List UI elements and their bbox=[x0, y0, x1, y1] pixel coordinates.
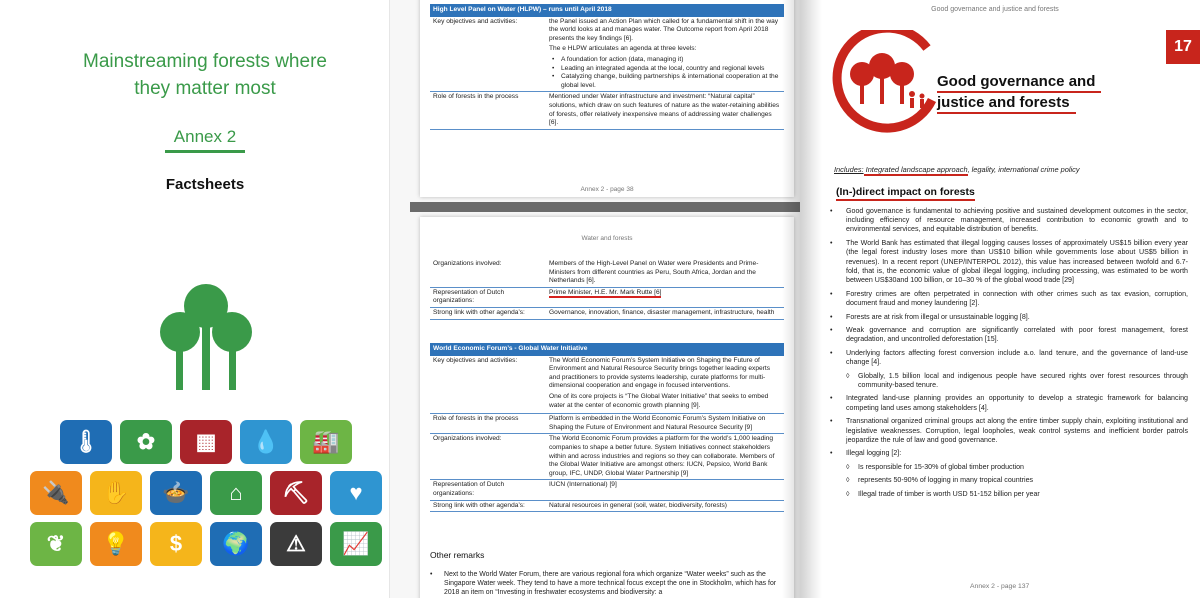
list-item bbox=[820, 417, 1188, 445]
impact-bullet-list bbox=[820, 207, 1188, 503]
agenda-list bbox=[549, 56, 781, 90]
row-value bbox=[546, 356, 784, 414]
diamond-bullet-icon: ◊ bbox=[846, 490, 850, 498]
row-label: Representation of Dutch organizations: bbox=[430, 480, 546, 500]
table-row bbox=[430, 414, 784, 434]
bullet-mark: • bbox=[830, 326, 833, 335]
list-item bbox=[820, 207, 1188, 235]
list-item: • Catalyzing change, building partnerships & international cooperation at the global level. bbox=[549, 73, 781, 90]
list-item: • A foundation for action (data, managing it) bbox=[549, 56, 781, 65]
sub-list-item bbox=[820, 372, 1188, 390]
wef-table bbox=[430, 343, 784, 512]
row-value bbox=[546, 17, 784, 92]
list-item-text: Forests are at risk from illegal or unsustainable logging [8]. bbox=[846, 312, 1030, 321]
row-label: Organizations involved: bbox=[430, 259, 546, 287]
row-label: Representation of Dutch organizations: bbox=[430, 287, 546, 307]
page-38 bbox=[420, 0, 794, 197]
sub-list-item bbox=[820, 463, 1188, 472]
impact-heading bbox=[836, 186, 975, 198]
table-row bbox=[430, 287, 784, 307]
list-item bbox=[820, 290, 1188, 308]
list-item-text: Integrated land-use planning provides an opportunity to develop a strategic framework for balancing competing land uses among stakeholders [4]. bbox=[846, 394, 1188, 412]
table-row bbox=[430, 500, 784, 512]
cover-title bbox=[20, 48, 390, 102]
coins-icon: $ bbox=[150, 522, 202, 566]
agriculture-icon: ❦ bbox=[30, 522, 82, 566]
diamond-bullet-icon: ◊ bbox=[846, 464, 850, 472]
list-item: • Leading an integrated agenda at the local, country and regional levels bbox=[549, 65, 781, 74]
table-row bbox=[430, 92, 784, 129]
cover-factsheets-label: Factsheets bbox=[165, 176, 245, 193]
sub-list-item-text: Globally, 1.5 billion local and indigenous people have secured rights over forest resources through community-based tenure. bbox=[858, 372, 1188, 390]
hlpw-header: High Level Panel on Water (HLPW) – runs until April 2018 bbox=[430, 4, 784, 17]
row-value bbox=[546, 287, 784, 307]
row-label: Role of forests in the process bbox=[430, 92, 546, 129]
water-drop-icon: 💧 bbox=[240, 420, 292, 464]
row-paragraph: The World Economic Forum’s System Initiative on Shaping the Future of Environment and Natural Resource Security brings together leading experts and practitioners to provide systems leadership, curate platforms for multi-dimensional cooperation and engage in focused interventions. bbox=[549, 356, 771, 390]
list-item bbox=[820, 239, 1188, 285]
list-item-text: Good governance is fundamental to achieving positive and sustained development outcomes in the sector, including efficiency of resource management, increased contribution to economic growth and to environmental services, and equitable distribution of benefits. bbox=[846, 207, 1188, 234]
cover-title-line-1: Mainstreaming forests where bbox=[83, 51, 327, 72]
hlpw-table bbox=[430, 4, 784, 130]
row-label: Strong link with other agenda’s: bbox=[430, 500, 546, 512]
includes-rest: , legality, international crime policy bbox=[967, 165, 1080, 174]
row-label: Key objectives and activities: bbox=[430, 17, 546, 92]
includes-line bbox=[834, 165, 1080, 174]
lightbulb-icon: 💡 bbox=[90, 522, 142, 566]
bullet-mark: • bbox=[830, 349, 833, 358]
bullet-mark: • bbox=[830, 239, 833, 248]
list-item-text: Transnational organized criminal groups act along the entire timber supply chain, exploiting institutional and legislative weaknesses. Corruption, legal loopholes, weak control systems and inefficient border patrols jeopardize the rule of law and good governance. bbox=[846, 417, 1188, 444]
row-value: Platform is embedded in the World Economic Forum’s System Initiative on Shaping the Future of Environment and Natural Resource Security [9] bbox=[546, 414, 784, 434]
row-value: IUCN (International) [9] bbox=[546, 480, 784, 500]
table-row bbox=[430, 307, 784, 319]
list-item bbox=[820, 326, 1188, 344]
house-icon: ⌂ bbox=[210, 471, 262, 515]
row-label: Key objectives and activities: bbox=[430, 356, 546, 414]
remark-bullet bbox=[430, 571, 782, 597]
page-137 bbox=[800, 0, 1200, 598]
page-39-running-head: Water and forests bbox=[581, 235, 633, 242]
animals-icon: ✿ bbox=[120, 420, 172, 464]
table-row bbox=[430, 434, 784, 480]
list-item bbox=[820, 313, 1188, 322]
warning-icon: ⚠ bbox=[270, 522, 322, 566]
table-row bbox=[430, 17, 784, 92]
table-row bbox=[430, 259, 784, 287]
hand-leaf-icon: ✋ bbox=[90, 471, 142, 515]
row-paragraph: the Panel issued an Action Plan which called for a fundamental shift in the way the world looks at and manages water. The Outcome report from April 2018 presents the key findings [6]. bbox=[549, 17, 779, 42]
row-value: Mentioned under Water infrastructure and investment: “Natural capital” solutions, which draw on such features of nature as the water-retaining abilities of forests, offer relatively inexpensive means of addressing water challenges [6]. bbox=[546, 92, 784, 129]
cover-annex-label: Annex 2 bbox=[173, 127, 237, 146]
list-item-text: Illegal logging [2]: bbox=[846, 449, 902, 458]
wef-header: World Economic Forum’s - Global Water Initiative bbox=[430, 343, 784, 356]
row-value: Governance, innovation, finance, disaster management, infrastructure, health bbox=[546, 307, 784, 319]
cover-divider bbox=[165, 150, 245, 153]
title-line-1: Good governance and bbox=[937, 72, 1101, 93]
row-value: Members of the High-Level Panel on Water were Presidents and Prime-Ministers from different countries as Peru, South Africa, Jordan and the Netherlands [6]. bbox=[546, 259, 784, 287]
row-label: Role of forests in the process bbox=[430, 414, 546, 434]
thermometer-icon: 🌡 bbox=[60, 420, 112, 464]
list-item-text: Forestry crimes are often perpetrated in connection with other crimes such as tax evasion, corruption, document fraud and money laundering [2]. bbox=[846, 289, 1188, 307]
row-value: Natural resources in general (soil, water, biodiversity, forests) bbox=[546, 500, 784, 512]
bullet-mark: • bbox=[830, 394, 833, 403]
tree-logo-icon bbox=[158, 282, 254, 392]
bullet-mark: • bbox=[830, 289, 833, 298]
sub-list-item bbox=[820, 490, 1188, 499]
includes-highlight: Integrated landscape approach bbox=[863, 165, 968, 174]
remark-text: Next to the World Water Forum, there are various regional fora which organize “Water weeks” such as the Singapore Water week. They tend to have a more technical focus except the one in Stockholm, which has for 2018 an item on “Investing in freshwater ecosystems and biodiversity: a bbox=[444, 571, 777, 596]
row-label: Strong link with other agenda’s: bbox=[430, 307, 546, 319]
row-paragraph: The e HLPW articulates an agenda at three levels: bbox=[549, 45, 697, 53]
heartbeat-icon: ♥ bbox=[330, 471, 382, 515]
cover-title-line-2: they matter most bbox=[134, 78, 276, 99]
growth-chart-icon: 📈 bbox=[330, 522, 382, 566]
power-plug-icon: 🔌 bbox=[30, 471, 82, 515]
list-item-text: The World Bank has estimated that illegal logging causes losses of approximately US$15 billion every year (the legal forest industry loses more than US$10 billion while governments lose about US$5 billion in revenues). In a recent report (UNEP/INTERPOL 2012), this value has increased between twofold and 6.7-fold, that is, the economic value of global illegal logging, including processing, was estimated to be worth between US$30and 100 billion, or 10–30 % of the global wood trade [29] bbox=[846, 239, 1188, 284]
page-gutter-shadow bbox=[800, 0, 822, 598]
page-number-badge: 17 bbox=[1166, 30, 1200, 64]
diamond-bullet-icon: ◊ bbox=[846, 477, 850, 485]
bullet-mark: • bbox=[830, 312, 833, 321]
sub-list-item-text: represents 50-90% of logging in many tropical countries bbox=[858, 476, 1034, 485]
includes-label: Includes: bbox=[834, 165, 864, 174]
impact-heading-text: (In-)direct impact on forests bbox=[836, 186, 975, 201]
mining-icon: ⛏ bbox=[270, 471, 322, 515]
list-item bbox=[820, 349, 1188, 367]
bullet-mark: • bbox=[430, 571, 433, 578]
table-row bbox=[430, 356, 784, 414]
factory-icon: 🏭 bbox=[300, 420, 352, 464]
right-page-title bbox=[937, 72, 1101, 114]
page-separator bbox=[410, 202, 800, 212]
annex-cover-page bbox=[0, 0, 390, 598]
list-item-text: Weak governance and corruption are significantly correlated with poor forest management, forest degradation, and uncontrolled deforestation [15]. bbox=[846, 326, 1188, 344]
highlighted-prime-minister: Prime Minister, H.E. Mr. Mark Rutte [6] bbox=[549, 288, 662, 296]
list-item bbox=[820, 449, 1188, 458]
page-137-footer: Annex 2 - page 137 bbox=[970, 583, 1030, 590]
page-39 bbox=[420, 217, 794, 598]
other-remarks-heading: Other remarks bbox=[430, 550, 485, 560]
title-line-2: justice and forests bbox=[937, 93, 1076, 114]
page-38-footer: Annex 2 - page 38 bbox=[580, 186, 634, 193]
bullet-mark: • bbox=[830, 207, 833, 215]
food-basket-icon: 🍲 bbox=[150, 471, 202, 515]
sub-list-item bbox=[820, 476, 1188, 485]
row-label: Organizations involved: bbox=[430, 434, 546, 480]
list-item bbox=[820, 394, 1188, 412]
soil-icon: ▦ bbox=[180, 420, 232, 464]
bullet-mark: • bbox=[830, 417, 833, 426]
sub-list-item-text: Illegal trade of timber is worth USD 51-152 billion per year bbox=[858, 489, 1040, 498]
table-row bbox=[430, 480, 784, 500]
governance-emblem-icon bbox=[832, 30, 942, 140]
right-running-head: Good governance and justice and forests bbox=[931, 6, 1059, 13]
bullet-mark: • bbox=[830, 449, 833, 458]
page-gutter-shadow bbox=[782, 0, 800, 598]
list-item-text: Underlying factors affecting forest conversion include a.o. land tenure, and the governance of land-use change [4]. bbox=[846, 349, 1188, 367]
hlpw-continued-table bbox=[430, 259, 784, 320]
sub-list-item-text: Is responsible for 15-30% of global timber production bbox=[858, 463, 1025, 472]
row-paragraph: One of its core projects is “The Global Water Initiative” that seeks to embed water at the center of economic growth planning [9]. bbox=[549, 392, 769, 409]
globe-icon: 🌍 bbox=[210, 522, 262, 566]
middle-pages bbox=[390, 0, 800, 598]
row-value: The World Economic Forum provides a platform for the world’s 1,000 leading companies to shape a better future. System Initiatives connect stakeholders within and across industries and regions so they can collaborate. Members of the Global Water Initiative are amongst others: IUCN, Pepsico, World Bank group, IFC, UNDP, Global Water Partnership [9] bbox=[546, 434, 784, 480]
diamond-bullet-icon: ◊ bbox=[846, 373, 850, 381]
